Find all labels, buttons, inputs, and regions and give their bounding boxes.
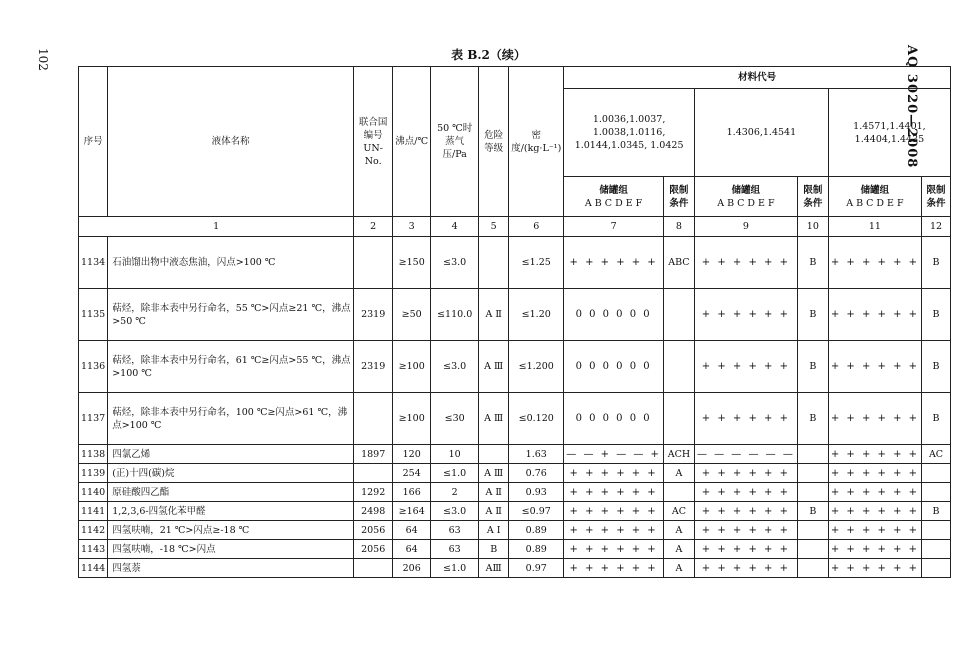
row-no: 1135 — [79, 289, 108, 341]
tank-group-1-marks: + + + + + + — [564, 540, 664, 559]
tank-group-3-marks: + + + + + + — [828, 289, 921, 341]
header-mat1: 1.0036,1.0037, 1.0038,1.0116, 1.0144,1.0345, 1.0425 — [564, 89, 695, 177]
tank-group-1-marks: — — + — — + — [564, 445, 664, 464]
table-row — [79, 502, 951, 521]
limit-1: ABC — [663, 237, 694, 289]
density: 1.63 — [509, 445, 564, 464]
vapor-pressure: ≤30 — [431, 393, 479, 445]
boiling-point: 254 — [393, 464, 431, 483]
liquid-name: (正)十四(碳)烷 — [108, 464, 354, 483]
tank-group-1-marks: 0 0 0 0 0 0 — [564, 341, 664, 393]
tank-group-2-marks: — — — — — — — [694, 445, 797, 464]
row-no: 1138 — [79, 445, 108, 464]
colnum-2: 2 — [354, 217, 393, 237]
table-row — [79, 445, 951, 464]
tank-group-1-marks: 0 0 0 0 0 0 — [564, 393, 664, 445]
limit-2 — [797, 559, 828, 578]
row-no: 1134 — [79, 237, 108, 289]
tank-group-1-marks: + + + + + + — [564, 559, 664, 578]
table-row — [79, 464, 951, 483]
table-row — [79, 237, 951, 289]
colnum-9: 9 — [694, 217, 797, 237]
limit-3: B — [922, 341, 951, 393]
tank-group-2-marks: + + + + + + — [694, 289, 797, 341]
limit-1 — [663, 483, 694, 502]
column-number-row — [79, 217, 951, 237]
colnum-12: 12 — [922, 217, 951, 237]
limit-2: B — [797, 341, 828, 393]
limit-2: B — [797, 393, 828, 445]
colnum-5: 5 — [479, 217, 509, 237]
tank-letters: A B C D E F — [584, 197, 643, 209]
un-number: 2056 — [354, 540, 393, 559]
hazard-class: A Ⅰ — [479, 521, 509, 540]
limit-1: A — [663, 559, 694, 578]
liquid-name: 萜烃，除非本表中另行命名，55 ℃>闪点≥21 ℃，沸点>50 ℃ — [108, 289, 354, 341]
density: ≤0.97 — [509, 502, 564, 521]
colnum-11: 11 — [828, 217, 921, 237]
liquid-material-table — [78, 66, 951, 578]
density: 0.97 — [509, 559, 564, 578]
limit-1: A — [663, 521, 694, 540]
density: ≤0.120 — [509, 393, 564, 445]
liquid-name: 四氢呋喃，21 ℃>闪点≥-18 ℃ — [108, 521, 354, 540]
boiling-point: ≥150 — [393, 237, 431, 289]
tank-group-2-marks: + + + + + + — [694, 483, 797, 502]
un-number: 2056 — [354, 521, 393, 540]
row-no: 1139 — [79, 464, 108, 483]
density: 0.93 — [509, 483, 564, 502]
tank-group-3-marks: + + + + + + — [828, 464, 921, 483]
tank-group-2-marks: + + + + + + — [694, 521, 797, 540]
header-mat3: 1.4571,1.4401, 1.4404,1.4435 — [828, 89, 950, 177]
liquid-name: 石油馏出物中液态焦油，闪点>100 ℃ — [108, 237, 354, 289]
colnum-1: 1 — [79, 217, 354, 237]
density: ≤1.20 — [509, 289, 564, 341]
un-number — [354, 559, 393, 578]
vapor-pressure: ≤1.0 — [431, 559, 479, 578]
tank-group-2-marks: + + + + + + — [694, 393, 797, 445]
row-no: 1141 — [79, 502, 108, 521]
liquid-name: 萜烃，除非本表中另行命名，61 ℃≥闪点>55 ℃，沸点>100 ℃ — [108, 341, 354, 393]
limit-3: B — [922, 289, 951, 341]
vapor-pressure: 63 — [431, 540, 479, 559]
limit-2: B — [797, 289, 828, 341]
tank-group-2-marks: + + + + + + — [694, 237, 797, 289]
liquid-name: 四氢呋喃，-18 ℃>闪点 — [108, 540, 354, 559]
colnum-4: 4 — [431, 217, 479, 237]
un-number: 1292 — [354, 483, 393, 502]
liquid-name: 四氯乙烯 — [108, 445, 354, 464]
density: 0.76 — [509, 464, 564, 483]
density: 0.89 — [509, 540, 564, 559]
limit-1 — [663, 289, 694, 341]
table-row — [79, 341, 951, 393]
un-number: 2498 — [354, 502, 393, 521]
hazard-class — [479, 445, 509, 464]
header-un-no: 联合国编号UN-No. — [354, 67, 393, 217]
boiling-point: ≥100 — [393, 341, 431, 393]
header-density: 密度/(kg·L⁻¹) — [509, 67, 564, 217]
boiling-point: ≥164 — [393, 502, 431, 521]
tank-group-3-marks: + + + + + + — [828, 502, 921, 521]
tank-group-1-marks: + + + + + + — [564, 521, 664, 540]
tank-group-3-marks: + + + + + + — [828, 521, 921, 540]
header-limit-1: 限制条件 — [663, 177, 694, 217]
limit-1: A — [663, 464, 694, 483]
row-no: 1142 — [79, 521, 108, 540]
header-tank-group-3 — [828, 177, 921, 217]
vapor-pressure: ≤3.0 — [431, 502, 479, 521]
header-limit-3: 限制条件 — [922, 177, 951, 217]
tank-group-3-marks: + + + + + + — [828, 540, 921, 559]
row-no: 1143 — [79, 540, 108, 559]
row-no: 1140 — [79, 483, 108, 502]
row-no: 1137 — [79, 393, 108, 445]
tank-group-2-marks: + + + + + + — [694, 502, 797, 521]
table-caption: 表 B.2（续） — [451, 48, 526, 62]
un-number: 2319 — [354, 341, 393, 393]
colnum-6: 6 — [509, 217, 564, 237]
un-number: 2319 — [354, 289, 393, 341]
standard-code: AQ 3020—2008 — [904, 45, 919, 169]
limit-3 — [922, 540, 951, 559]
density: ≤1.25 — [509, 237, 564, 289]
row-no: 1144 — [79, 559, 108, 578]
hazard-class: AⅢ — [479, 559, 509, 578]
header-vapor: 50 ℃时蒸气压/Pa — [431, 67, 479, 217]
limit-2 — [797, 483, 828, 502]
tank-group-3-marks: + + + + + + — [828, 559, 921, 578]
un-number — [354, 464, 393, 483]
limit-1 — [663, 341, 694, 393]
boiling-point: ≥100 — [393, 393, 431, 445]
page-number: 102 — [36, 48, 50, 71]
tank-group-3-marks: + + + + + + — [828, 341, 921, 393]
colnum-7: 7 — [564, 217, 664, 237]
header-hazard: 危险等级 — [479, 67, 509, 217]
tank-group-2-marks: + + + + + + — [694, 559, 797, 578]
table-row — [79, 393, 951, 445]
header-seq: 序号 — [79, 67, 108, 217]
limit-2: B — [797, 237, 828, 289]
tank-group-3-marks: + + + + + + — [828, 237, 921, 289]
header-limit-2: 限制条件 — [797, 177, 828, 217]
hazard-class: B — [479, 540, 509, 559]
header-tank-group-1 — [564, 177, 664, 217]
hazard-class: A Ⅱ — [479, 502, 509, 521]
hazard-class: A Ⅲ — [479, 341, 509, 393]
tank-group-2-marks: + + + + + + — [694, 540, 797, 559]
vapor-pressure: 63 — [431, 521, 479, 540]
limit-3: B — [922, 237, 951, 289]
hazard-class: A Ⅲ — [479, 393, 509, 445]
limit-2 — [797, 464, 828, 483]
limit-1: A — [663, 540, 694, 559]
tank-group-1-marks: + + + + + + — [564, 237, 664, 289]
limit-3 — [922, 521, 951, 540]
header-material-code: 材料代号 — [564, 67, 951, 89]
tank-group-2-marks: + + + + + + — [694, 464, 797, 483]
tank-group-3-marks: + + + + + + — [828, 445, 921, 464]
boiling-point: 166 — [393, 483, 431, 502]
vapor-pressure: ≤110.0 — [431, 289, 479, 341]
table-row — [79, 483, 951, 502]
limit-2 — [797, 540, 828, 559]
vapor-pressure: ≤3.0 — [431, 237, 479, 289]
hazard-class: A Ⅱ — [479, 483, 509, 502]
limit-2 — [797, 521, 828, 540]
row-no: 1136 — [79, 341, 108, 393]
vapor-pressure: 2 — [431, 483, 479, 502]
liquid-name: 萜烃，除非本表中另行命名，100 ℃≥闪点>61 ℃，沸点>100 ℃ — [108, 393, 354, 445]
boiling-point: 64 — [393, 521, 431, 540]
un-number — [354, 237, 393, 289]
hazard-class: A Ⅱ — [479, 289, 509, 341]
tank-group-label: 储罐组 — [860, 184, 890, 196]
limit-3: B — [922, 393, 951, 445]
hazard-class — [479, 237, 509, 289]
limit-3 — [922, 483, 951, 502]
limit-3 — [922, 464, 951, 483]
limit-3: AC — [922, 445, 951, 464]
tank-group-1-marks: + + + + + + — [564, 483, 664, 502]
table-row — [79, 559, 951, 578]
boiling-point: 120 — [393, 445, 431, 464]
tank-group-label: 储罐组 — [731, 184, 761, 196]
boiling-point: 64 — [393, 540, 431, 559]
header-boiling: 沸点/℃ — [393, 67, 431, 217]
tank-group-3-marks: + + + + + + — [828, 393, 921, 445]
colnum-8: 8 — [663, 217, 694, 237]
liquid-name: 原硅酸四乙酯 — [108, 483, 354, 502]
header-mat2: 1.4306,1.4541 — [694, 89, 828, 177]
table-row — [79, 521, 951, 540]
limit-2: B — [797, 502, 828, 521]
limit-3: B — [922, 502, 951, 521]
density: ≤1.200 — [509, 341, 564, 393]
tank-group-1-marks: + + + + + + — [564, 464, 664, 483]
limit-1 — [663, 393, 694, 445]
tank-letters: A B C D E F — [717, 197, 775, 209]
tank-group-1-marks: + + + + + + — [564, 502, 664, 521]
tank-group-2-marks: + + + + + + — [694, 341, 797, 393]
un-number: 1897 — [354, 445, 393, 464]
liquid-name: 1,2,3,6-四氢化苯甲醛 — [108, 502, 354, 521]
limit-3 — [922, 559, 951, 578]
un-number — [354, 393, 393, 445]
limit-2 — [797, 445, 828, 464]
tank-group-3-marks: + + + + + + — [828, 483, 921, 502]
limit-1: AC — [663, 502, 694, 521]
boiling-point: 206 — [393, 559, 431, 578]
liquid-name: 四氢萘 — [108, 559, 354, 578]
tank-letters: A B C D E F — [846, 197, 904, 209]
vapor-pressure: ≤3.0 — [431, 341, 479, 393]
tank-group-label: 储罐组 — [599, 184, 628, 196]
boiling-point: ≥50 — [393, 289, 431, 341]
header-liquid-name: 液体名称 — [108, 67, 354, 217]
table-row — [79, 289, 951, 341]
colnum-3: 3 — [393, 217, 431, 237]
tank-group-1-marks: 0 0 0 0 0 0 — [564, 289, 664, 341]
vapor-pressure: 10 — [431, 445, 479, 464]
header-tank-group-2 — [694, 177, 797, 217]
table-row — [79, 540, 951, 559]
density: 0.89 — [509, 521, 564, 540]
hazard-class: A Ⅲ — [479, 464, 509, 483]
vapor-pressure: ≤1.0 — [431, 464, 479, 483]
limit-1: ACH — [663, 445, 694, 464]
colnum-10: 10 — [797, 217, 828, 237]
